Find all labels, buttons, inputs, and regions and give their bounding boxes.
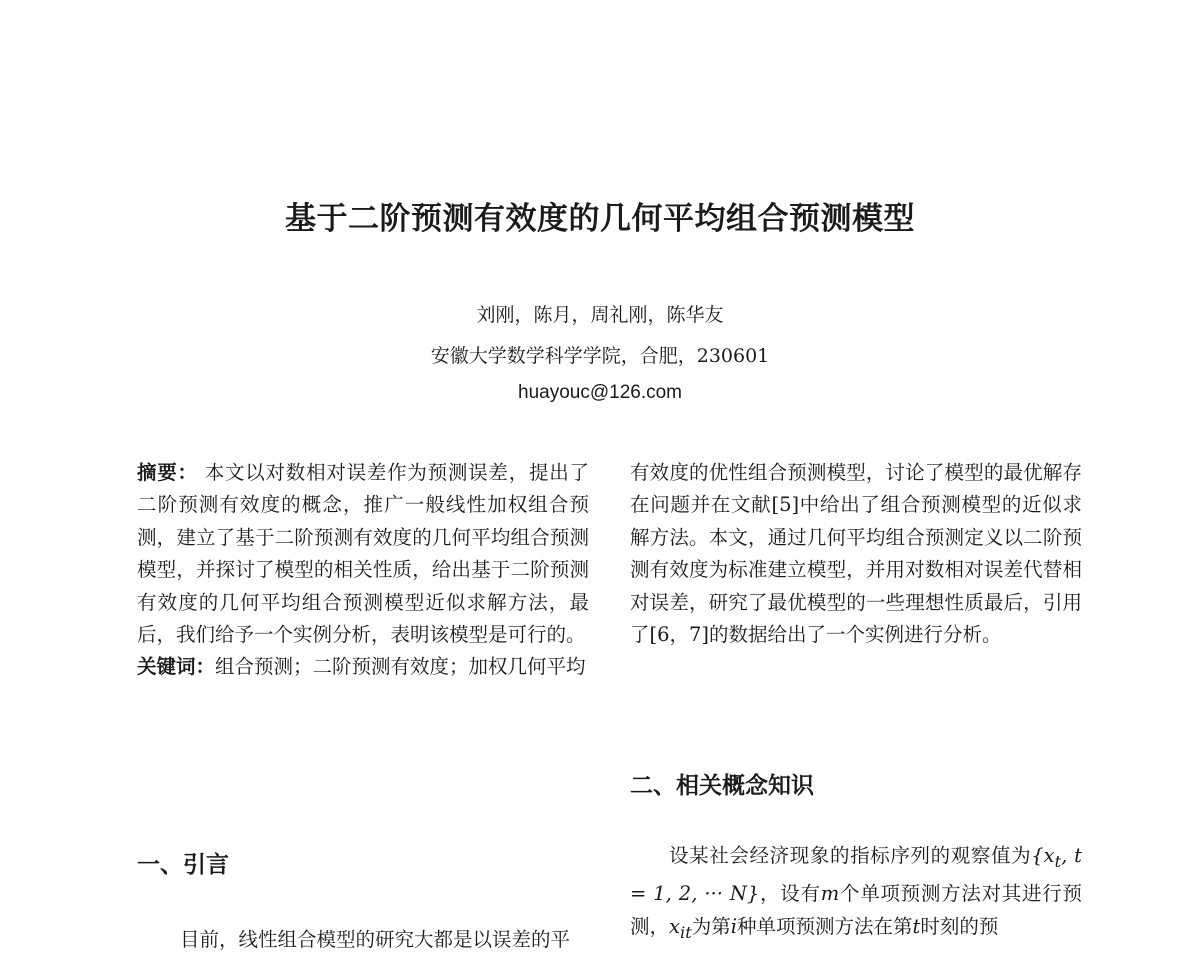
left-column bbox=[137, 457, 589, 684]
section-heading-introduction: 一、引言 bbox=[137, 852, 229, 878]
introduction-first-line: 目前，线性组合模型的研究大都是以误差的平 bbox=[180, 928, 571, 951]
authors: 刘刚，陈月，周礼刚，陈华友 bbox=[476, 304, 724, 326]
keywords-text: 组合预测；二阶预测有效度；加权几何平均 bbox=[215, 655, 586, 679]
abstract-label: 摘要： bbox=[137, 461, 198, 484]
xit-expr: $x_{it}$ bbox=[669, 914, 692, 942]
abstract-text: 本文以对数相对误差作为预测误差，提出了二阶预测有效度的概念，推广一般线性加权组合预测，建立了基于二阶预测有效度的几何平均组合预测模型，并探讨了模型的相关性质，给出基于二阶预测有效度的几何平均组合预测模型近似求解方法，最后，我们给予一个实例分析，表明该模型是可行的。 bbox=[137, 461, 589, 647]
right-column bbox=[630, 457, 1082, 651]
keywords bbox=[137, 651, 589, 683]
concepts-body bbox=[630, 840, 1082, 949]
abstract bbox=[137, 457, 589, 651]
affiliation: 安徽大学数学科学学院，合肥，230601 bbox=[430, 345, 770, 367]
concepts-paragraph: 设某社会经济现象的指标序列的观察值为{$x_t$, t = 1, 2, ··· N}，设有m个单项预测方法对其进行预测，$x_{it}$为第i种单项预测方法在第t时刻的预 bbox=[630, 844, 1082, 942]
keywords-label: 关键词： bbox=[137, 655, 216, 679]
email: huayouc@126.com bbox=[518, 382, 682, 403]
right-intro-text: 有效度的优性组合预测模型，讨论了模型的最优解存在问题并在文献[5]中给出了组合预测模型的近似求解方法。本文，通过几何平均组合预测定义以二阶预测有效度为标准建立模型，并用对数相对误差代替相对误差，研究了最优模型的一些理想性质最后，引用了[6，7]的数据给出了一个实例进行分析。 bbox=[630, 461, 1082, 647]
paper-title: 基于二阶预测有效度的几何平均组合预测模型 bbox=[285, 201, 915, 237]
section-heading-concepts: 二、相关概念知识 bbox=[630, 773, 814, 799]
sequence-expr: {$x_t$, t = 1, 2, ··· N} bbox=[630, 844, 1082, 906]
